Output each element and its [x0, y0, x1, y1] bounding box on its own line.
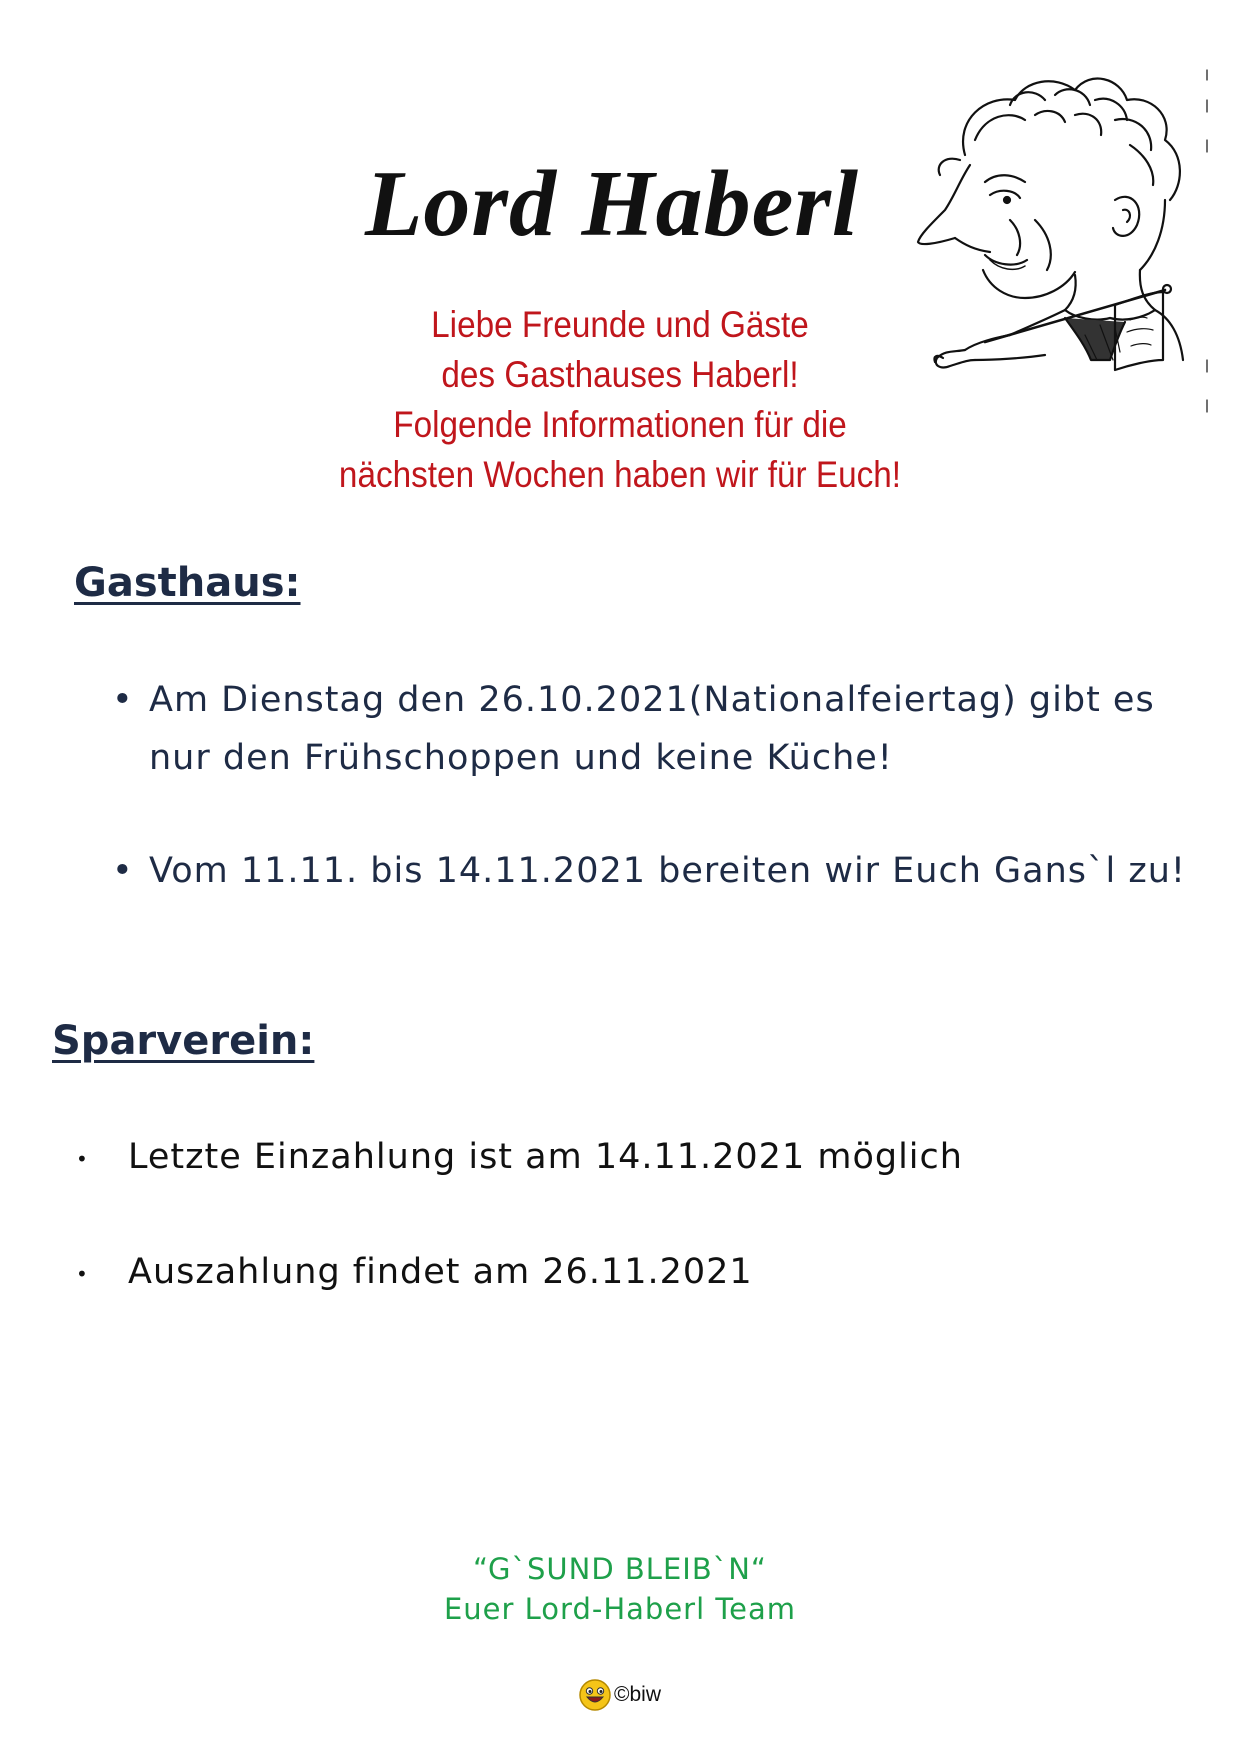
caricature-illustration — [915, 60, 1215, 430]
footer-team: Euer Lord-Haberl Team — [443, 1592, 797, 1626]
signature-text: ©biw — [614, 1683, 661, 1706]
list-item — [76, 1128, 963, 1186]
list-item — [112, 671, 1189, 787]
list-item-text: Letzte Einzahlung ist am 14.11.2021 möglich — [128, 1137, 963, 1177]
intro-line: nächsten Wochen haben wir für Euch! — [338, 454, 902, 495]
list-item-text: Am Dienstag den 26.10.2021(Nationalfeiertag) gibt es nur den Frühschoppen und keine Küche! — [149, 680, 1155, 778]
signature — [578, 1678, 661, 1712]
logo-text: Lord Haberl — [365, 152, 860, 256]
list-item-text: Auszahlung findet am 26.11.2021 — [128, 1252, 753, 1292]
intro-line: des Gasthauses Haberl! — [441, 354, 799, 395]
sparverein-heading: Sparverein: — [52, 1018, 315, 1064]
list-item — [112, 842, 1189, 900]
list-item — [76, 1243, 753, 1301]
intro-line: Folgende Informationen für die — [393, 404, 847, 445]
bullet-icon: • — [112, 680, 134, 720]
gasthaus-heading: Gasthaus: — [74, 560, 301, 606]
bullet-icon: • — [76, 1262, 89, 1286]
footer-greeting: “G`SUND BLEIB`N“ — [473, 1552, 767, 1586]
intro-line: Liebe Freunde und Gäste — [431, 304, 809, 345]
list-item-text: Vom 11.11. bis 14.11.2021 bereiten wir Euch Gans`l zu! — [149, 851, 1186, 891]
bullet-icon: • — [76, 1147, 89, 1171]
smiley-emoji-icon — [578, 1678, 612, 1712]
intro-text — [305, 300, 935, 500]
bullet-icon: • — [112, 851, 134, 891]
